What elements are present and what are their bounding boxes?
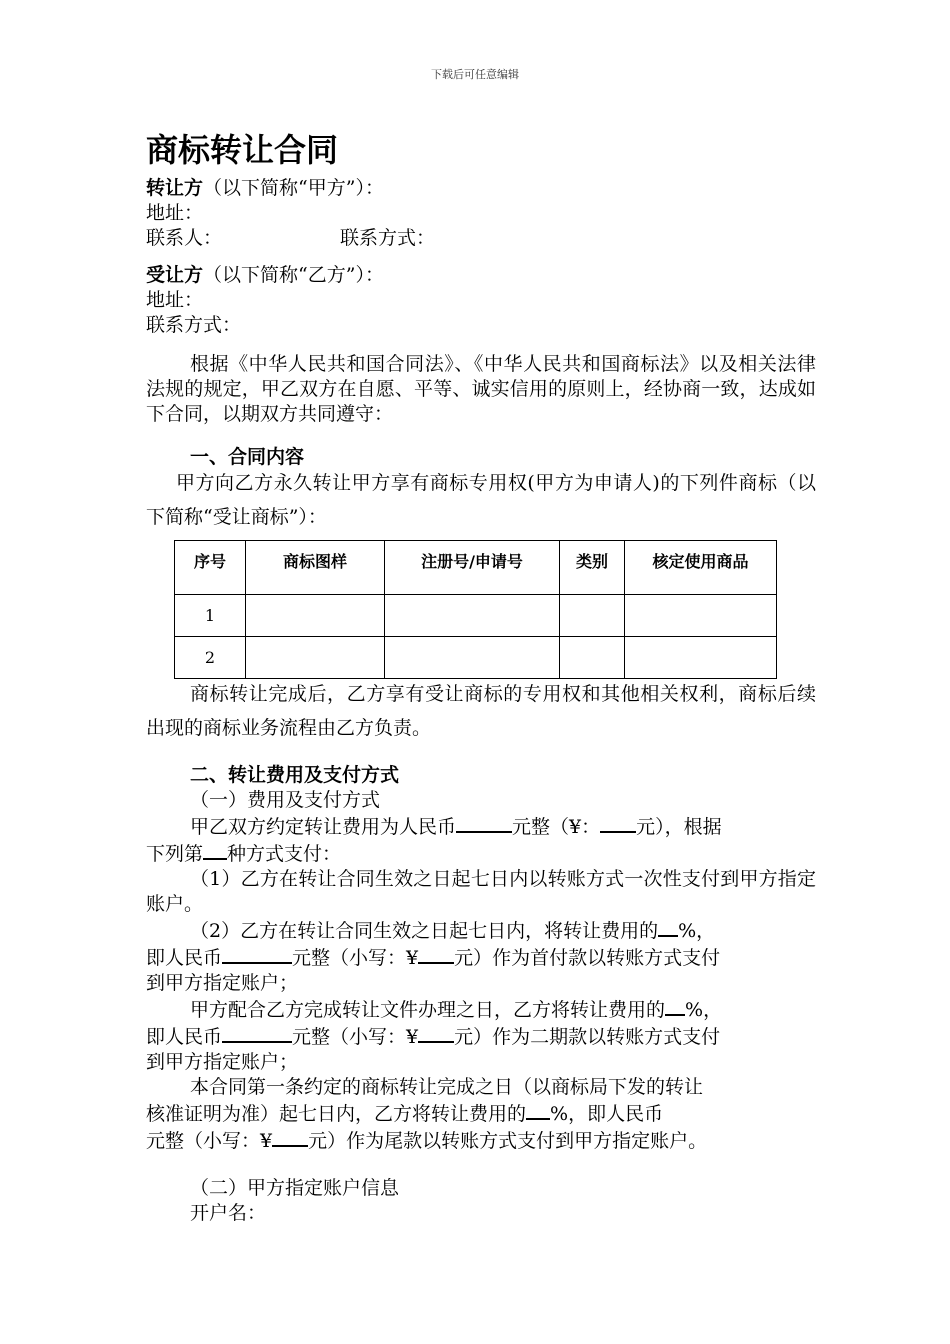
option2-text-a: （2）乙方在转让合同生效之日起七日内，将转让费用的 xyxy=(190,920,659,942)
table-cell-class xyxy=(560,637,625,679)
option3-line-3: 到甲方指定账户； xyxy=(146,1051,299,1073)
section1-heading: 一、合同内容 xyxy=(190,446,305,468)
table-header-goods: 核定使用商品 xyxy=(625,541,777,595)
fee-amount-blank xyxy=(456,813,512,833)
account-name-label: 开户名： xyxy=(190,1202,267,1224)
table-header-index: 序号 xyxy=(175,541,246,595)
option2-text-b: %， xyxy=(678,920,716,942)
party-a-contact-info: 联系方式： xyxy=(340,227,436,249)
fee-line-1 xyxy=(146,813,816,840)
option3-line-2 xyxy=(146,1023,816,1050)
party-a-suffix: （以下简称“甲方”）： xyxy=(203,177,384,199)
option2-amount-blank xyxy=(222,944,292,964)
option4-line-3 xyxy=(146,1127,816,1154)
fee-text-d: 下列第 xyxy=(146,843,204,865)
fee-option-blank xyxy=(203,840,227,860)
fee-line-2 xyxy=(146,840,816,867)
option1-paragraph: （1）乙方在转让合同生效之日起七日内以转账方式一次性支付到甲方指定账户。 xyxy=(146,868,816,915)
option3-number-blank xyxy=(418,1023,454,1043)
option4-text-b: 核准证明为准）起七日内，乙方将转让费用的 xyxy=(146,1103,527,1125)
party-a-contacts xyxy=(146,226,816,251)
party-a-label: 转让方 xyxy=(146,177,204,199)
fee-text-c: 元），根据 xyxy=(636,816,722,838)
section2-sub2: （二）甲方指定账户信息 xyxy=(190,1177,400,1199)
table-cell-goods xyxy=(625,637,777,679)
section2-sub1: （一）费用及支付方式 xyxy=(190,789,381,811)
table-header-logo: 商标图样 xyxy=(246,541,385,595)
option3-amount-blank xyxy=(222,1023,292,1043)
party-a-address: 地址： xyxy=(146,202,204,224)
table-header-regno: 注册号/申请号 xyxy=(385,541,560,595)
option3-text-d: 元整（小写：¥ xyxy=(292,1026,419,1048)
table-row xyxy=(175,595,777,637)
option3-line-1 xyxy=(146,996,816,1023)
option3-text-b: %， xyxy=(685,999,723,1021)
option3-percent-blank xyxy=(665,996,685,1016)
after-table-paragraph: 商标转让完成后，乙方享有受让商标的专用权和其他相关权利，商标后续出现的商标业务流程由乙方负责。 xyxy=(146,683,816,739)
option2-text-c: 即人民币 xyxy=(146,947,223,969)
table-cell-index: 1 xyxy=(175,595,246,637)
section2-heading: 二、转让费用及支付方式 xyxy=(190,764,400,786)
option3-text-e: 元）作为二期款以转账方式支付 xyxy=(454,1026,721,1048)
party-a-line xyxy=(146,176,816,201)
option4-percent-blank xyxy=(526,1100,550,1120)
fee-number-blank xyxy=(600,813,636,833)
option4-text-c: %，即人民币 xyxy=(550,1103,664,1125)
party-b-line xyxy=(146,263,816,288)
table-cell-regno xyxy=(385,637,560,679)
option2-percent-blank xyxy=(658,917,678,937)
option4-number-blank xyxy=(272,1127,308,1147)
option4-line-2 xyxy=(146,1100,816,1127)
option4-line-1: 本合同第一条约定的商标转让完成之日（以商标局下发的转让 xyxy=(190,1076,704,1098)
table-cell-logo xyxy=(246,637,385,679)
option2-text-d: 元整（小写：¥ xyxy=(292,947,419,969)
option2-text-e: 元）作为首付款以转账方式支付 xyxy=(454,947,721,969)
party-b-label: 受让方 xyxy=(146,264,204,286)
header-note: 下载后可任意编辑 xyxy=(431,68,519,81)
party-a-contact-person: 联系人： xyxy=(146,227,223,249)
table-row xyxy=(175,637,777,679)
document-body xyxy=(146,128,816,1226)
party-b-address: 地址： xyxy=(146,289,204,311)
option3-text-a: 甲方配合乙方完成转让文件办理之日，乙方将转让费用的 xyxy=(190,999,666,1021)
option2-line-2 xyxy=(146,944,816,971)
party-b-suffix: （以下简称“乙方”）： xyxy=(203,264,384,286)
table-cell-goods xyxy=(625,595,777,637)
document-title: 商标转让合同 xyxy=(146,131,339,169)
table-cell-logo xyxy=(246,595,385,637)
fee-text-a: 甲乙双方约定转让费用为人民币 xyxy=(190,816,457,838)
party-b-contact-info: 联系方式： xyxy=(146,314,242,336)
table-cell-index: 2 xyxy=(175,637,246,679)
option2-line-3: 到甲方指定账户； xyxy=(146,972,299,994)
table-header-row xyxy=(175,541,777,595)
section1-text: 甲方向乙方永久转让甲方享有商标专用权(甲方为申请人)的下列件商标（以下简称“受让商标”）： xyxy=(146,472,816,528)
table-cell-regno xyxy=(385,595,560,637)
option3-text-c: 即人民币 xyxy=(146,1026,223,1048)
fee-text-e: 种方式支付： xyxy=(227,843,342,865)
fee-text-b: 元整（¥： xyxy=(512,816,601,838)
table-cell-class xyxy=(560,595,625,637)
table-header-class: 类别 xyxy=(560,541,625,595)
intro-paragraph: 根据《中华人民共和国合同法》、《中华人民共和国商标法》以及相关法律法规的规定，甲乙双方在自愿、平等、诚实信用的原则上，经协商一致，达成如下合同，以期双方共同遵守： xyxy=(146,353,816,425)
option4-text-d: 元整（小写：¥ xyxy=(146,1130,273,1152)
option2-line-1 xyxy=(146,917,816,944)
option2-number-blank xyxy=(418,944,454,964)
option4-text-e: 元）作为尾款以转账方式支付到甲方指定账户。 xyxy=(308,1130,708,1152)
trademark-table xyxy=(174,540,777,679)
